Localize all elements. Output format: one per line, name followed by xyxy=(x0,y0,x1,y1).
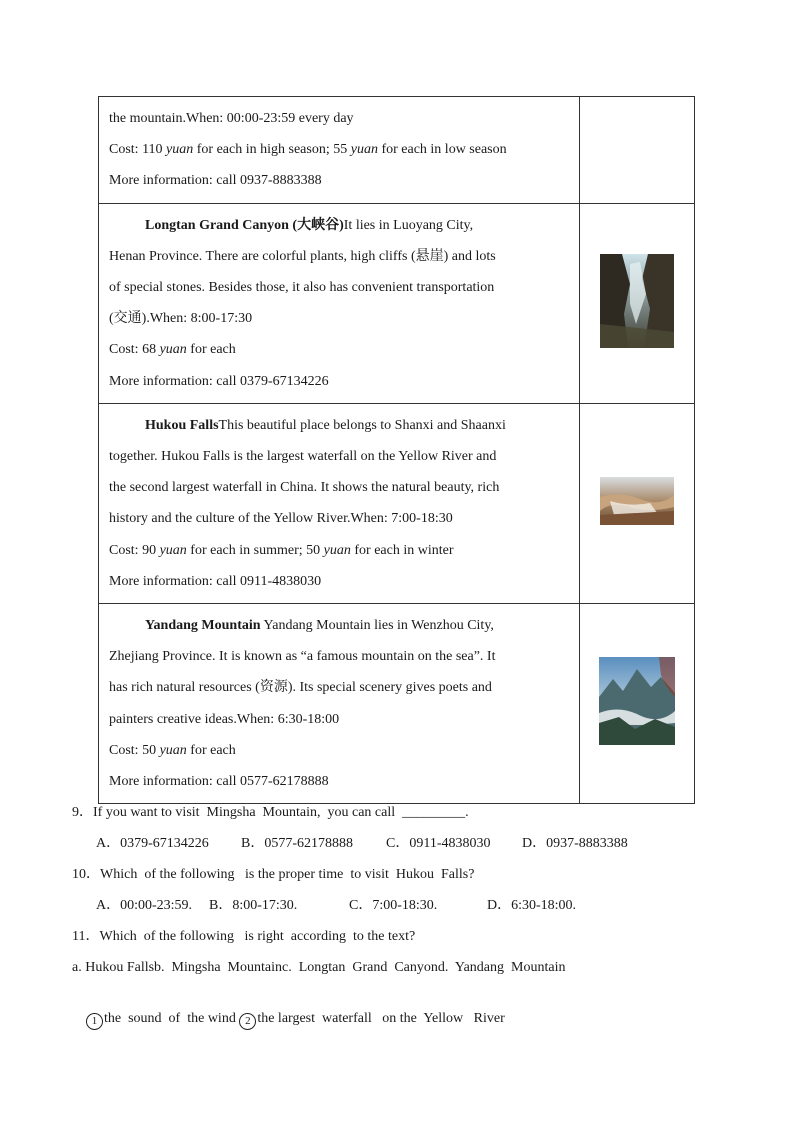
row3-line3: painters creative ideas.When: 6:30-18:00 xyxy=(109,711,340,727)
table-row xyxy=(99,403,695,603)
mountain-photo xyxy=(599,657,675,745)
row0-line1: Cost: 110 yuan for each in high season; 55 yuan for each in low season xyxy=(109,142,507,158)
attraction-text-cell xyxy=(99,604,580,804)
question-11: 11．Which of the following is right according to the text? xyxy=(72,929,416,944)
row1-line5: More information: call 0379-67134226 xyxy=(109,373,329,389)
row1-line1: Henan Province. There are colorful plants, high cliffs (悬崖) and lots xyxy=(109,248,496,264)
row2-line2: the second largest waterfall in China. It shows the natural beauty, rich xyxy=(109,480,500,496)
attraction-image-cell xyxy=(580,203,695,403)
q9-option-b: B．0577-62178888 xyxy=(241,836,353,851)
waterfall-photo xyxy=(600,477,674,525)
q11-choices: a. Hukou Fallsb. Mingsha Mountainc. Longtan Grand Canyond. Yandang Mountain xyxy=(72,960,566,975)
table-row xyxy=(99,203,695,403)
row3-line2: has rich natural resources (资源). Its special scenery gives poets and xyxy=(109,680,492,696)
q9-option-d: D．0937-8883388 xyxy=(522,836,628,851)
row3-line1: Zhejiang Province. It is known as “a famous mountain on the sea”. It xyxy=(109,649,496,665)
canyon-photo xyxy=(600,254,674,348)
row0-line0: the mountain.When: 00:00-23:59 every day xyxy=(109,111,354,126)
row3-line5: More information: call 0577-62178888 xyxy=(109,774,329,790)
attraction-name: Hukou Falls xyxy=(145,417,219,433)
q11-item-1: the sound of the wind xyxy=(104,1011,240,1026)
attractions-table xyxy=(98,96,695,804)
question-10: 10．Which of the following is the proper time to visit Hukou Falls? xyxy=(72,867,475,882)
q10-option-c: C．7:00-18:30. xyxy=(349,898,438,913)
attraction-image-cell xyxy=(580,604,695,804)
row3-line4: Cost: 50 yuan for each xyxy=(109,742,236,758)
attraction-name: Yandang Mountain xyxy=(145,618,261,634)
q11-items xyxy=(72,989,505,1050)
circled-number-1: 1 xyxy=(86,1013,103,1030)
row1-line3: (交通).When: 8:00-17:30 xyxy=(109,311,253,327)
row2-line1: together. Hukou Falls is the largest waterfall on the Yellow River and xyxy=(109,449,497,465)
row2-line0: Hukou FallsThis beautiful place belongs to Shanxi and Shaanxi xyxy=(145,417,506,433)
attraction-text-cell xyxy=(99,403,580,603)
q11-item-2: the largest waterfall on the Yellow River xyxy=(257,1011,505,1026)
circled-number-2: 2 xyxy=(239,1013,256,1030)
row2-line4: Cost: 90 yuan for each in summer; 50 yuan for each in winter xyxy=(109,542,454,558)
attraction-name: Longtan Grand Canyon (大峡谷) xyxy=(145,217,344,233)
attraction-text-cell xyxy=(99,203,580,403)
question-9: 9．If you want to visit Mingsha Mountain, you can call _________. xyxy=(72,805,469,820)
table-row xyxy=(99,97,695,204)
q10-option-a: A．00:00-23:59. xyxy=(96,898,193,913)
row1-line0: Longtan Grand Canyon (大峡谷)It lies in Luoyang City, xyxy=(145,217,474,233)
row3-line0: Yandang Mountain Yandang Mountain lies in Wenzhou City, xyxy=(145,618,494,634)
attraction-text-cell xyxy=(99,97,580,204)
q9-option-c: C．0911-4838030 xyxy=(386,836,491,851)
row2-line5: More information: call 0911-4838030 xyxy=(109,573,322,589)
table-row xyxy=(99,604,695,804)
attraction-image-cell xyxy=(580,403,695,603)
q10-option-b: B．8:00-17:30. xyxy=(209,898,298,913)
row0-line2: More information: call 0937-8883388 xyxy=(109,173,322,189)
q10-option-d: D．6:30-18:00. xyxy=(487,898,577,913)
attraction-image-cell xyxy=(580,97,695,204)
row2-line3: history and the culture of the Yellow River.When: 7:00-18:30 xyxy=(109,511,453,527)
q9-option-a: A．0379-67134226 xyxy=(96,836,209,851)
row1-line2: of special stones. Besides those, it also has convenient transportation xyxy=(109,280,495,296)
row1-line4: Cost: 68 yuan for each xyxy=(109,342,236,358)
